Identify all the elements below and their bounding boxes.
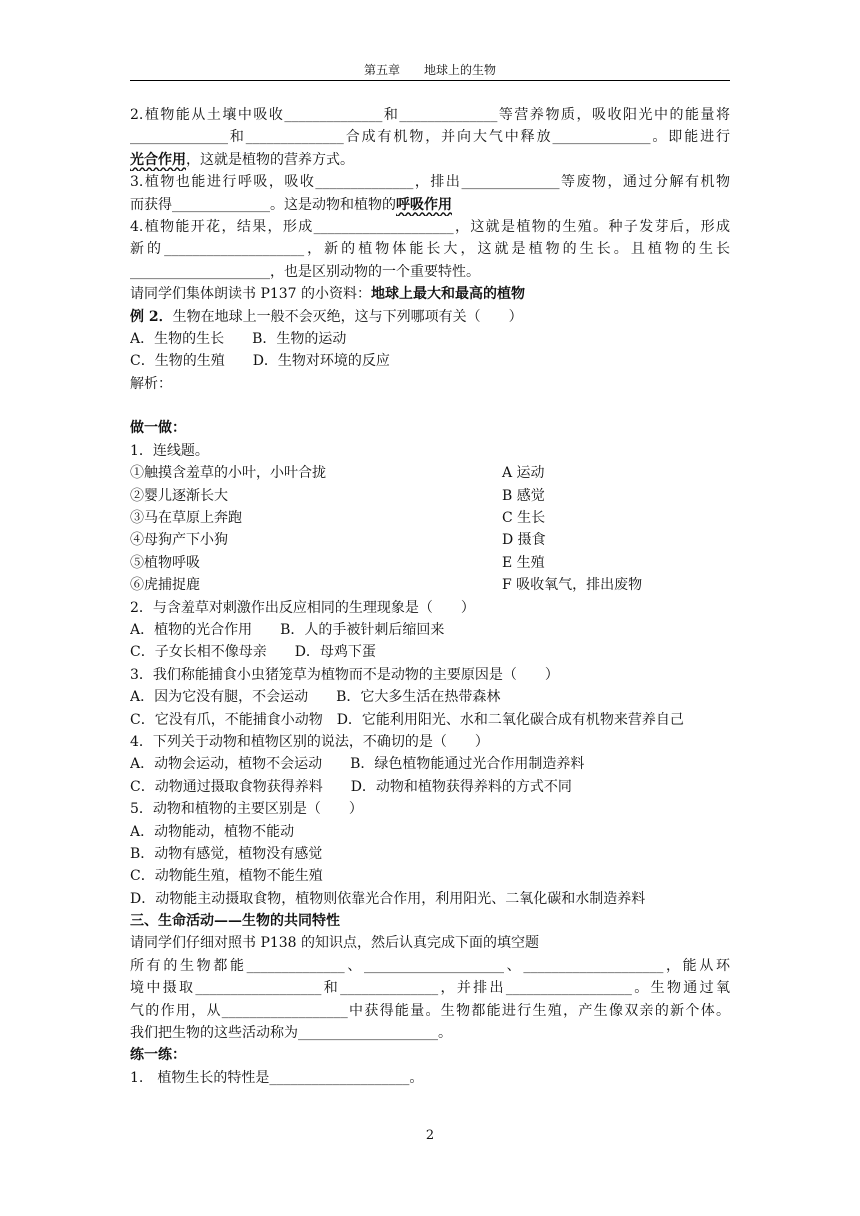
question-5: 5．动物和植物的主要区别是（ ） bbox=[130, 801, 363, 818]
q4-line-2: 新的____________________，新的植物体能长大，这就是植物的生长。且植物的生长 bbox=[130, 241, 730, 258]
page-header bbox=[130, 62, 730, 78]
question-5-option-b: B．动物有感觉，植物没有感觉 bbox=[130, 845, 323, 862]
worksheet-body bbox=[130, 104, 730, 1089]
match-left-item: ③马在草原上奔跑 bbox=[130, 510, 242, 527]
match-question-title: 1．连线题。 bbox=[130, 442, 209, 459]
match-left-item: ①触摸含羞草的小叶，小叶合拢 bbox=[130, 465, 326, 482]
q2-line-2: ______________和______________合成有机物，并向大气中释放______________。即能进行 bbox=[130, 129, 730, 146]
q2-line-3 bbox=[130, 149, 730, 171]
match-row bbox=[130, 507, 730, 529]
page-number: 2 bbox=[425, 1128, 435, 1143]
q2-line-3-text: ，这就是植物的营养方式。 bbox=[186, 151, 354, 168]
q3-line-2-text: 而获得______________。这是动物和植物的 bbox=[130, 196, 396, 213]
match-right-item: F 吸收氧气，排出废物 bbox=[502, 577, 643, 594]
question-2-options-cd: C．子女长相不像母亲 D．母鸡下蛋 bbox=[130, 644, 376, 661]
match-right-item: B 感觉 bbox=[502, 487, 545, 504]
reading-line bbox=[130, 283, 730, 305]
match-right-item: A 运动 bbox=[502, 465, 545, 482]
match-left-item: ④母狗产下小狗 bbox=[130, 532, 228, 549]
section-3-instruction: 请同学们仔细对照书 P138 的知识点，然后认真完成下面的填空题 bbox=[130, 935, 540, 952]
match-right-item: D 摄食 bbox=[502, 532, 546, 549]
question-4-options-cd: C．动物通过摄取食物获得养料 D．动物和植物获得养料的方式不同 bbox=[130, 778, 572, 795]
match-right-item: C 生长 bbox=[502, 510, 546, 527]
example-2-question: 生物在地球上一般不会灭绝，这与下列哪项有关（ ） bbox=[172, 308, 523, 325]
reading-text: 请同学们集体朗读书 P137 的小资料： bbox=[130, 286, 372, 303]
header-rule bbox=[130, 80, 730, 81]
question-3-options-cd: C．它没有爪，不能捕食小动物 D．它能利用阳光、水和二氧化碳合成有机物来营养自己 bbox=[130, 711, 684, 728]
match-row bbox=[130, 485, 730, 507]
question-3-options-ab: A．因为它没有腿，不会运动 B．它大多生活在热带森林 bbox=[130, 689, 501, 706]
chapter-label: 第五章 bbox=[363, 63, 400, 77]
practice-question-1: 1. 植物生长的特性是____________________。 bbox=[130, 1069, 424, 1086]
match-left-item: ⑤植物呼吸 bbox=[130, 554, 200, 571]
do-it-title: 做一做： bbox=[130, 420, 186, 437]
example-2-options-1: A．生物的生长 B．生物的运动 bbox=[130, 330, 347, 347]
match-right-item: E 生殖 bbox=[502, 554, 545, 571]
example-2-label: 例 2． bbox=[130, 308, 173, 325]
match-left-item: ⑥虎捕捉鹿 bbox=[130, 577, 200, 594]
keyword-photosynthesis: 光合作用 bbox=[130, 151, 186, 168]
q3-line-2 bbox=[130, 194, 730, 216]
match-left-item: ②婴儿逐渐长大 bbox=[130, 487, 228, 504]
match-row bbox=[130, 574, 730, 596]
fill-line-1: 所有的生物都能______________、____________________、____________________，能从环 bbox=[130, 957, 730, 974]
keyword-respiration: 呼吸作用 bbox=[396, 196, 452, 213]
fill-line-2: 境中摄取__________________和______________，并排出__________________。生物通过氧 bbox=[130, 980, 730, 997]
q2-line-1: 2.植物能从土壤中吸收______________和______________等营养物质，吸收阳光中的能量将 bbox=[130, 107, 730, 123]
question-3: 3．我们称能捕食小虫猪笼草为植物而不是动物的主要原因是（ ） bbox=[130, 666, 559, 683]
q4-line-3: ____________________，也是区别动物的一个重要特性。 bbox=[130, 263, 480, 280]
analysis-label: 解析： bbox=[130, 375, 172, 392]
section-3-title: 三、生命活动——生物的共同特性 bbox=[130, 913, 340, 930]
question-5-option-d: D．动物能主动摄取食物，植物则依靠光合作用，利用阳光、二氧化碳和水制造养料 bbox=[130, 890, 646, 907]
question-4-options-ab: A．动物会运动，植物不会运动 B．绿色植物能通过光合作用制造养料 bbox=[130, 756, 585, 773]
example-2 bbox=[130, 306, 730, 328]
match-row bbox=[130, 529, 730, 551]
fill-line-4: 我们把生物的这些活动称为____________________。 bbox=[130, 1025, 452, 1042]
example-2-options-2: C．生物的生殖 D．生物对环境的反应 bbox=[130, 353, 390, 370]
question-5-option-c: C．动物能生殖，植物不能生殖 bbox=[130, 868, 323, 885]
question-2-options-ab: A．植物的光合作用 B．人的手被针刺后缩回来 bbox=[130, 621, 445, 638]
practice-title: 练一练： bbox=[130, 1047, 186, 1064]
chapter-title: 地球上的生物 bbox=[424, 63, 497, 77]
question-2: 2．与含羞草对刺激作出反应相同的生理现象是（ ） bbox=[130, 599, 475, 616]
reading-topic: 地球上最大和最高的植物 bbox=[371, 286, 526, 303]
q4-line-1: 4.植物能开花，结果，形成____________________，这就是植物的生殖。种子发芽后，形成 bbox=[130, 218, 730, 235]
question-5-option-a: A．动物能动，植物不能动 bbox=[130, 823, 295, 840]
fill-line-3: 气的作用，从__________________中获得能量。生物都能进行生殖，产生像双亲的新个体。 bbox=[130, 1002, 730, 1019]
match-row bbox=[130, 552, 730, 574]
match-row bbox=[130, 462, 730, 484]
question-4: 4．下列关于动物和植物区别的说法，不确切的是（ ） bbox=[130, 733, 489, 750]
q3-line-1: 3.植物也能进行呼吸，吸收______________，排出______________等废物，通过分解有机物 bbox=[130, 174, 730, 191]
blank-space bbox=[130, 395, 730, 417]
